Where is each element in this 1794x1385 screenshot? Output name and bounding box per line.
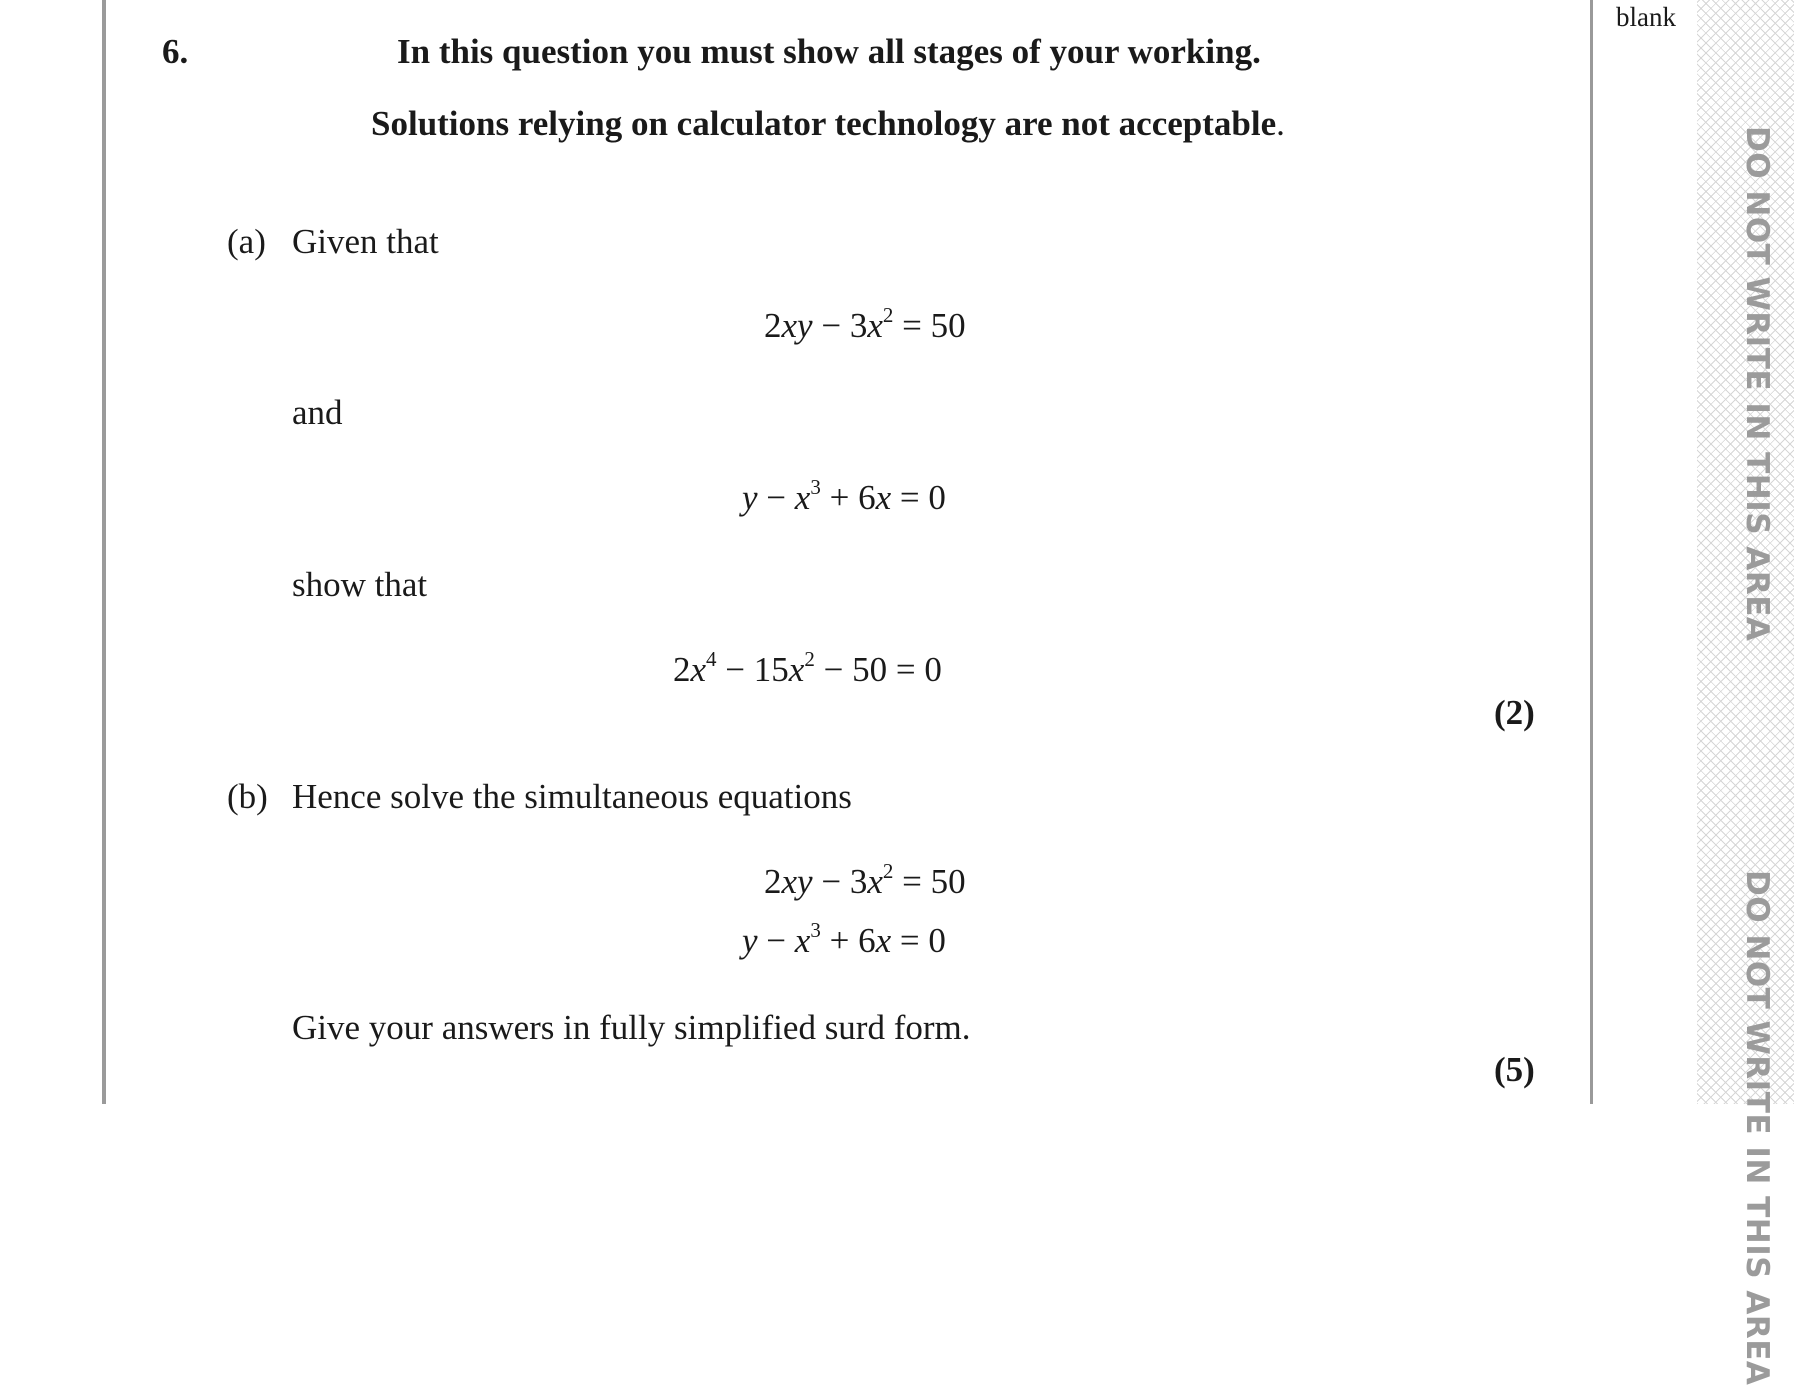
part-b-equation-2: $y - x^3 + 6x = 0$ [742,918,946,960]
do-not-write-strip [1697,0,1794,1385]
part-b-intro: Hence solve the simultaneous equations [292,777,852,816]
part-a-connector: and [292,393,343,432]
part-a-label: (a) [227,222,266,261]
instruction-no-calculator-text: Solutions relying on calculator technology are not acceptable [371,104,1277,143]
left-border-line [102,0,106,1104]
instruction-no-calculator [371,104,1285,144]
do-not-write-label-upper: DO NOT WRITE IN THIS AREA [1739,126,1775,642]
part-b-marks: (5) [1494,1050,1535,1089]
part-a-target-equation: $2x^4 - 15x^2 - 50 = 0$ [673,647,942,689]
part-b-label: (b) [227,777,268,816]
part-a-equation-2: $y - x^3 + 6x = 0$ [742,475,946,517]
part-b-final-instruction: Give your answers in fully simplified surd form. [292,1008,971,1047]
margin-column-line [1590,0,1593,1104]
margin-label-blank: blank [1616,2,1676,32]
question-number: 6. [162,32,189,71]
instruction-show-working: In this question you must show all stages of your working. [397,32,1261,71]
do-not-write-label-lower: DO NOT WRITE IN THIS AREA [1739,870,1775,1385]
part-a-equation-1: $2xy - 3x^2 = 50$ [764,303,966,345]
part-a-intro: Given that [292,222,439,261]
part-a-show-that: show that [292,565,428,604]
part-a-marks: (2) [1494,693,1535,732]
part-b-equation-1: $2xy - 3x^2 = 50$ [764,859,966,901]
instruction-period: . [1276,104,1285,143]
